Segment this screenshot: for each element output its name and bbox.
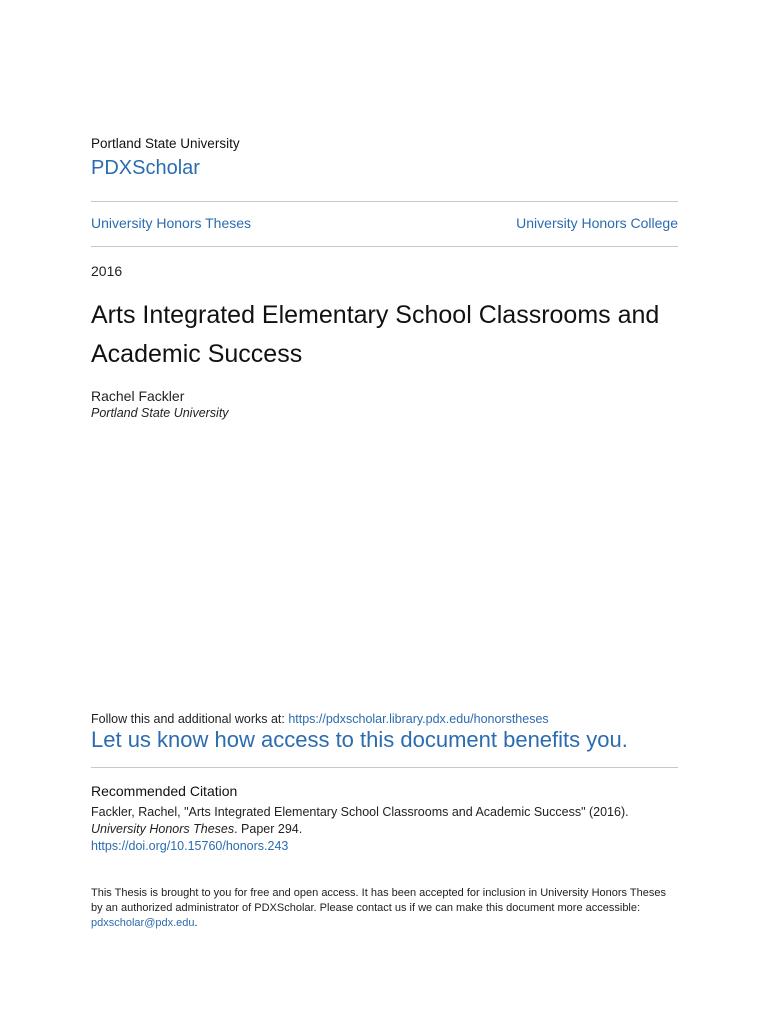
college-link[interactable]: University Honors College (516, 215, 678, 231)
notice-suffix: . (194, 917, 198, 929)
collection-url-link[interactable]: https://pdxscholar.library.pdx.edu/honorstheses (288, 712, 549, 726)
citation-series-line (91, 821, 678, 838)
document-title: Arts Integrated Elementary School Classrooms and Academic Success (91, 301, 660, 368)
cover-page (91, 0, 678, 1024)
publication-year: 2016 (91, 263, 123, 279)
contact-email-link[interactable]: pdxscholar@pdx.edu (91, 917, 195, 929)
author-name: Rachel Fackler (91, 388, 185, 404)
notice-text: This Thesis is brought to you for free and open access. It has been accepted for inclusion in University Honors Theses by an authorized administrator of PDXScholar. Please contact us if we can make this document more accessible: (91, 887, 666, 914)
institution-name: Portland State University (91, 136, 240, 151)
author-affiliation: Portland State University (91, 406, 229, 420)
citation-paper: . Paper 294. (234, 822, 303, 836)
access-notice (91, 886, 678, 931)
repository-link[interactable]: PDXScholar (91, 157, 200, 179)
feedback-link[interactable]: Let us know how access to this document benefits you. (91, 727, 628, 752)
follow-line (91, 712, 549, 726)
divider-top (91, 201, 678, 202)
collection-link[interactable]: University Honors Theses (91, 215, 252, 231)
citation-series: University Honors Theses (91, 822, 235, 836)
follow-prefix: Follow this and additional works at: (91, 712, 289, 726)
citation-heading: Recommended Citation (91, 783, 238, 799)
doi-link[interactable]: https://doi.org/10.15760/honors.243 (91, 839, 289, 853)
divider-nav (91, 246, 678, 247)
citation-line: Fackler, Rachel, "Arts Integrated Elementary School Classrooms and Academic Success" (2016). (91, 805, 629, 819)
divider-citation (91, 767, 678, 768)
citation-block (91, 804, 678, 855)
